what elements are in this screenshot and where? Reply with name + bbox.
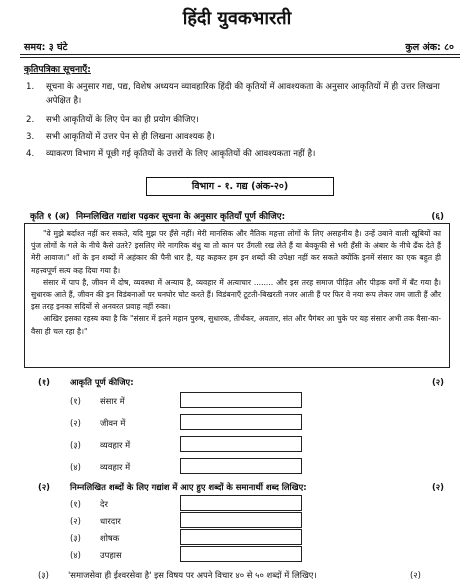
row-label: व्यवहार में bbox=[100, 462, 131, 472]
answer-box[interactable] bbox=[180, 458, 302, 474]
row-number: (२) bbox=[70, 516, 81, 526]
answer-box[interactable] bbox=[180, 392, 302, 408]
total-marks: कुल अंक: ८० bbox=[405, 42, 454, 53]
answer-box[interactable] bbox=[180, 546, 302, 562]
row-label: व्यवहार में bbox=[100, 440, 131, 450]
instruction-text: सभी आकृतियों में उत्तर पेन से ही लिखना आवश्यक है। bbox=[46, 132, 215, 142]
subq3-number: (३) bbox=[38, 570, 49, 580]
question-text: निम्नलिखित गद्यांश पढ़कर सूचना के अनुसार कृतियाँ पूर्ण कीजिए: bbox=[76, 212, 286, 222]
row-number: (३) bbox=[70, 533, 81, 543]
instruction-number: 3. bbox=[26, 132, 35, 142]
row-number: (३) bbox=[70, 440, 81, 450]
passage-paragraph: आखिर इसका रहस्य क्या है कि "संसार में इतने महान पुरुष, सुधारक, तीर्थंकर, अवतार, संत और पैगंबर आ चुके पर यह संसार अभी तक वैसा-का-वैसा ही चल रहा है।" bbox=[31, 314, 441, 336]
row-number: (४) bbox=[70, 462, 81, 472]
passage-paragraph: संसार में पाप है, जीवन में दोष, व्यवस्था में अन्याय है, व्यवहार में अत्याचार ........ और इस तरह समाज पीड़ित और पीड़क वर्गों में बँट गया है। सुधारक आते हैं, जीवन की इन विडंबनाओं पर घनघोर चोट करते हैं। विडंबनाएँ टूटती-बिखरती नजर आती हैं पर फिर वे नया रूप लेकर जम जाती हैं और इस तरह इनका सदियों से अनवरत प्रवाह नहीं रुका। bbox=[31, 277, 441, 312]
subq3-marks: (२) bbox=[410, 570, 421, 580]
subq1-marks: (२) bbox=[431, 377, 444, 387]
instruction-number: 1. bbox=[26, 82, 35, 92]
row-label: शोषक bbox=[100, 533, 120, 543]
section-title-box: विभाग - १. गद्य (अंक-२०) bbox=[146, 177, 334, 196]
subq1-text: आकृति पूर्ण कीजिए: bbox=[70, 377, 134, 387]
answer-box[interactable] bbox=[180, 512, 302, 528]
subq1-number: (१) bbox=[38, 377, 51, 387]
passage-paragraph: "वे मुझे बर्दाश्त नहीं कर सकते, यदि मुझ पर हँसे नहीं। मेरी मानसिक और नैतिक महत्ता लोगों के लिए असहनीय है। उन्हें उबाने वाली खूबियों का पुंज लोगों के गले के नीचे कैसे उतरे? इसलिए मेरे नागरिक बंधु या तो कान पर उँगली रख लेते हैं या बेवकूफी से भरी हँसी के अंबार के नीचे ढँक देते हैं मेरी आवाज।" शों के इन शब्दों में अहंकार की पैनी धार है, यह कहकर हम इन शब्दों की उपेक्षा नहीं कर सकते क्योंकि इनमें संसार का एक बहुत ही महत्त्वपूर्ण सत्य कह दिया गया है। bbox=[31, 229, 441, 275]
instructions-heading: कृतिपत्रिका सूचनाएँ: bbox=[24, 65, 91, 75]
answer-box[interactable] bbox=[180, 414, 302, 430]
header-rule bbox=[20, 54, 460, 55]
row-label: जीवन में bbox=[100, 418, 126, 428]
instruction-number: 2. bbox=[26, 115, 35, 125]
row-label: देर bbox=[100, 499, 108, 509]
row-number: (१) bbox=[70, 499, 81, 509]
subq2-number: (२) bbox=[38, 482, 51, 492]
row-number: (४) bbox=[70, 550, 81, 560]
row-number: (१) bbox=[70, 396, 81, 406]
row-label: संसार में bbox=[100, 396, 125, 406]
header-rule-double bbox=[20, 57, 460, 58]
instruction-text: व्याकरण विभाग में पूछी गई कृतियों के उत्तरों के लिए आकृतियों की आवश्यकता नहीं है। bbox=[46, 149, 316, 159]
answer-box[interactable] bbox=[180, 495, 302, 511]
exam-time: समय: ३ घंटे bbox=[24, 42, 68, 53]
subq2-text: निम्नलिखित शब्दों के लिए गद्यांश में आए हुए शब्दों के समानार्थी शब्द लिखिए: bbox=[70, 482, 307, 492]
answer-box[interactable] bbox=[180, 529, 302, 545]
passage-box bbox=[24, 223, 450, 368]
instruction-text: सभी आकृतियों के लिए पेन का ही प्रयोग कीजिए। bbox=[46, 115, 199, 125]
question-marks: (६) bbox=[431, 212, 444, 222]
question-label: कृति १ (अ) bbox=[30, 212, 70, 222]
subq2-marks: (२) bbox=[431, 482, 444, 492]
page-title: हिंदी युवकभारती bbox=[182, 8, 292, 29]
instruction-number: 4. bbox=[26, 149, 35, 159]
row-label: धारदार bbox=[100, 516, 121, 526]
subq3-text: 'समाजसेवा ही ईश्वरसेवा है' इस विषय पर अपने विचार ४० से ५० शब्दों में लिखिए। bbox=[68, 570, 317, 580]
answer-box[interactable] bbox=[180, 436, 302, 452]
passage bbox=[31, 228, 441, 338]
row-label: उपहास bbox=[100, 550, 122, 560]
row-number: (२) bbox=[70, 418, 81, 428]
instruction-text: सूचना के अनुसार गद्य, पद्य, विशेष अध्ययन व्यावहारिक हिंदी की कृतियों में आवश्यकता के अनुसार आकृतियों में ही उत्तर लिखना अपेक्षित है। bbox=[46, 82, 440, 106]
